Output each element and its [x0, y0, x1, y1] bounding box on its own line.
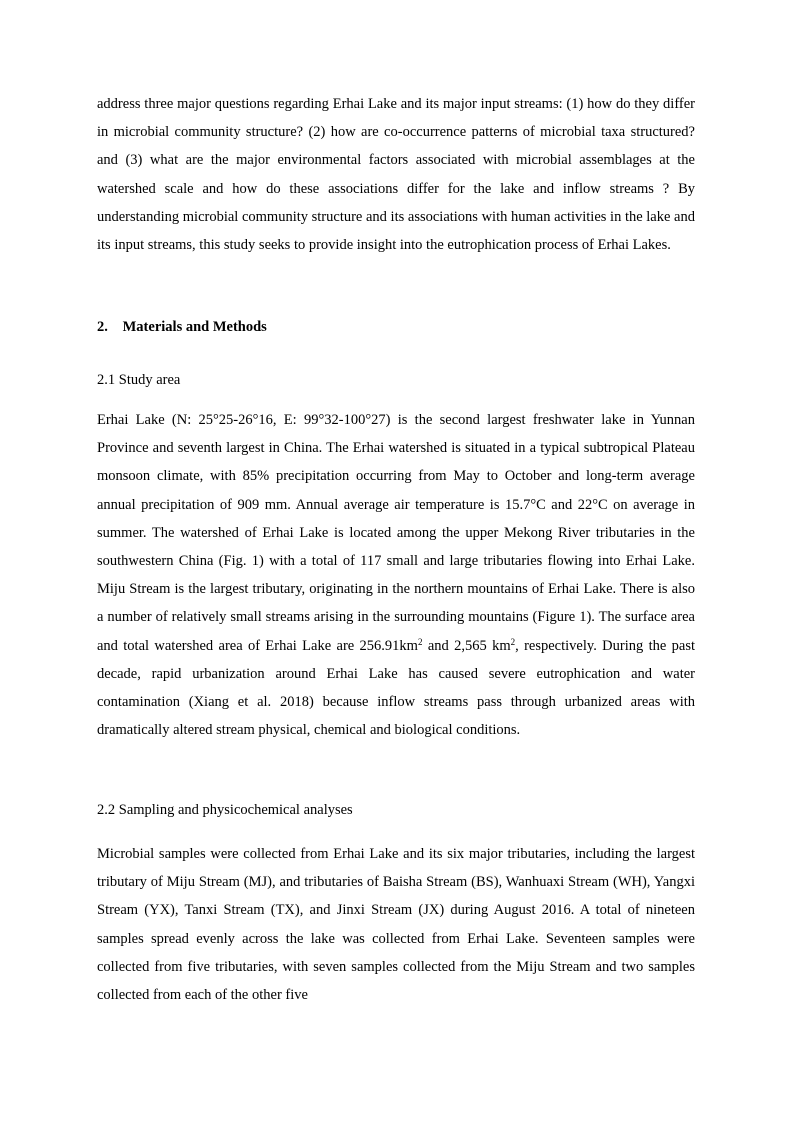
- section-number: 2.: [97, 319, 108, 335]
- study-area-text-2: and 2,565 km: [422, 637, 511, 654]
- study-area-paragraph: [97, 406, 695, 744]
- intro-paragraph: address three major questions regarding Erhai Lake and its major input streams: (1) how do they differ in microbial community structure? (2) how are co-occurrence patterns of microbial taxa structured? and (3) what are the major environmental factors associated with microbial assemblages at the watershed scale and how do these associations differ for the lake and inflow streams ? By understanding microbial community structure and its associations with human activities in the lake and its input streams, this study seeks to provide insight into the eutrophication process of Erhai Lakes.: [97, 96, 695, 254]
- subsection-heading-study-area: 2.1 Study area: [97, 372, 181, 388]
- section-heading: [97, 317, 267, 337]
- subsection-heading-sampling: 2.2 Sampling and physicochemical analyses: [97, 802, 353, 818]
- study-area-text-1: Erhai Lake (N: 25°25-26°16, E: 99°32-100°27) is the second largest freshwater lake in Yunnan Province and seventh largest in China. The Erhai watershed is situated in a typical subtropical Plateau monsoon climate, with 85% precipitation occurring from May to October and long-term average annual precipitation of 909 mm. Annual average air temperature is 15.7°C and 22°C on average in summer. The watershed of Erhai Lake is located among the upper Mekong River tributaries in the southwestern China (Fig. 1) with a total of 117 small and large tributaries flowing into Erhai Lake. Miju Stream is the largest tributary, originating in the northern mountains of Erhai Lake. There is also a number of relatively small streams arising in the surrounding mountains (Figure 1). The surface area and total watershed area of Erhai Lake are 256.91km: [97, 412, 695, 654]
- section-title: Materials and Methods: [122, 319, 267, 335]
- superscript-2b: 2: [510, 636, 516, 647]
- sampling-paragraph: Microbial samples were collected from Erhai Lake and its six major tributaries, including the largest tributary of Miju Stream (MJ), and tributaries of Baisha Stream (BS), Wanhuaxi Stream (WH), Yangxi Stream (YX), Tanxi Stream (TX), and Jinxi Stream (JX) during August 2016. A total of nineteen samples spread evenly across the lake was collected from Erhai Lake. Seventeen samples were collected from five tributaries, with seven samples collected from the Miju Stream and two samples collected from each of the other five: [97, 846, 695, 1004]
- study-area-text-3: , respectively. During the past decade, rapid urbanization around Erhai Lake has caused severe eutrophication and water contamination (Xiang et al. 2018) because inflow streams pass through urbanized areas with dramatically altered stream physical, chemical and biological conditions.: [97, 637, 696, 739]
- superscript-2: 2: [417, 636, 423, 647]
